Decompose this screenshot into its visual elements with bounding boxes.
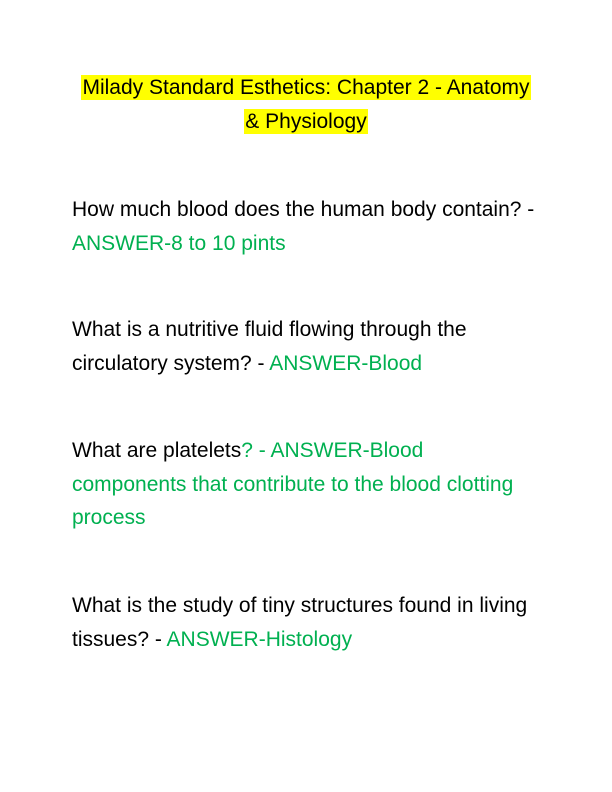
answer-text: ANSWER-Blood [269,351,423,375]
title-line-2: & Physiology [245,110,367,133]
question-text: What are platelets [72,439,242,462]
question-text: What is a nutritive fluid flowing through the circulatory system? - [72,318,467,375]
qa-item [72,313,542,380]
qa-item [72,589,542,656]
title-line-1: Milady Standard Esthetics: Chapter 2 - Anatomy [82,76,530,99]
answer-text: ANSWER-8 to 10 pints [72,231,286,255]
qa-item [72,193,542,260]
qa-item [72,434,542,535]
document-title [60,71,552,139]
answer-text: ANSWER-Histology [166,627,353,651]
question-text: How much blood does the human body contain? - [72,198,535,221]
answer-text: ? - ANSWER-Blood components that contribute to the blood clotting process [72,439,514,529]
question-text: What is the study of tiny structures found in living tissues? - [72,594,528,651]
